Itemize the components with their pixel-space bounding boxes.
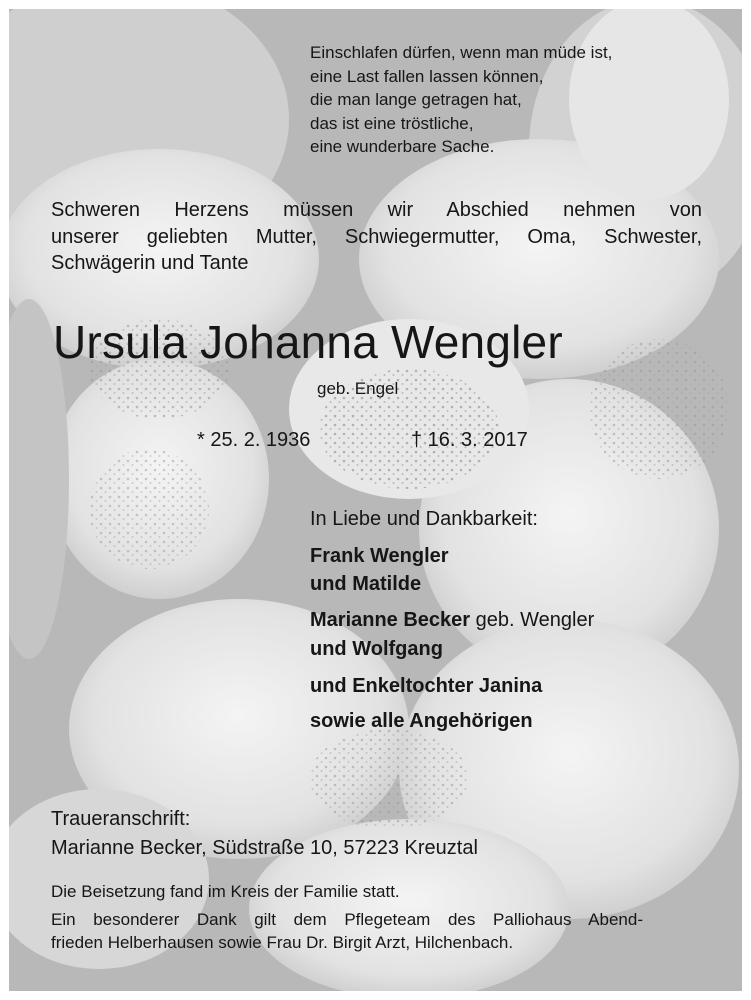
mourner-line [310,673,542,699]
poem [310,41,612,159]
deceased-name: Ursula Johanna Wengler [53,316,563,368]
poem-line: Einschlafen dürfen, wenn man müde ist, [310,43,613,62]
mourners-heading: In Liebe und Dankbarkeit: [310,508,538,530]
poem-line: die man lange getragen hat, [310,90,522,109]
poem-line: das ist eine tröstliche, [310,113,474,133]
mourner-name: und Wolfgang [310,638,443,660]
mourner-name: Frank Wengler [310,545,449,567]
mourner-line [310,636,443,662]
mourner-line [310,607,594,633]
maiden-name: geb. Engel [317,379,399,398]
birth-date: * 25. 2. 1936 [197,429,311,451]
address-label: Traueranschrift: [51,808,191,830]
mourner-line [310,571,421,597]
intro-line: unserer geliebten Mutter, Schwiegermutter, Oma, Schwester, [51,225,702,248]
intro-text [51,197,702,277]
poem-line: eine wunderbare Sache. [310,137,495,156]
obituary-notice [9,9,742,991]
mourner-maiden-name: geb. Wengler [470,609,595,631]
mourner-name: und Enkeltochter Janina [310,675,543,697]
mourner-name: sowie alle Angehörigen [310,710,533,732]
funeral-note: Die Beisetzung fand im Kreis der Familie statt. [51,882,400,901]
mourner-name: Marianne Becker [310,609,471,631]
intro-line: Schwägerin und Tante [51,252,249,274]
thank-you-note [51,909,643,954]
mourner-name: und Matilde [310,573,422,595]
thank-you-line: Ein besonderer Dank gilt dem Pflegeteam des Palliohaus Abend- [51,910,643,929]
intro-line: Schweren Herzens müssen wir Abschied nehmen von [51,199,702,221]
poem-line: eine Last fallen lassen können, [310,66,544,86]
death-date: † 16. 3. 2017 [411,429,528,451]
address-value: Marianne Becker, Südstraße 10, 57223 Kreuztal [51,837,478,859]
mourner-line [310,543,449,569]
mourner-line [310,708,533,734]
thank-you-line: frieden Helberhausen sowie Frau Dr. Birgit Arzt, Hilchenbach. [51,932,514,952]
